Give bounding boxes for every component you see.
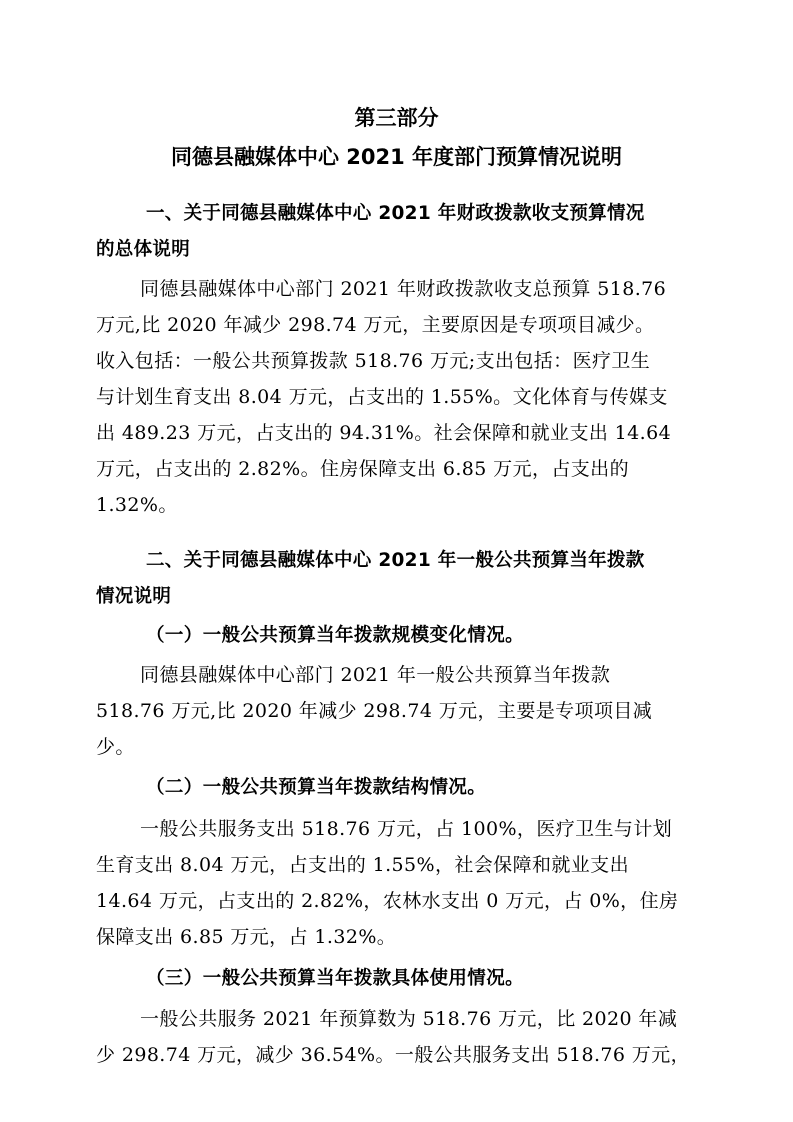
paragraph-line: 出 489.23 万元，占支出的 94.31%。社会保障和就业支出 14.64: [96, 422, 672, 444]
subsection-1-heading: [96, 618, 706, 654]
paragraph-line: 生育支出 8.04 万元，占支出的 1.55%，社会保障和就业支出: [96, 854, 629, 876]
paragraph-line: 万元,比 2020 年减少 298.74 万元，主要原因是专项项目减少。: [96, 314, 655, 336]
subsection-3-heading: [96, 961, 706, 997]
paragraph-line: 1.32%。: [96, 494, 178, 516]
paragraph-line: 万元，占支出的 2.82%。住房保障支出 6.85 万元，占支出的: [96, 458, 629, 480]
subsection-1-paragraph: [96, 657, 706, 765]
part-title: 第三部分: [354, 106, 439, 130]
paragraph-line: 同德县融媒体中心部门 2021 年一般公共预算当年拨款: [140, 664, 611, 686]
section-2-heading: [96, 543, 706, 615]
subsection-heading-line: （一）一般公共预算当年拨款规模变化情况。: [146, 625, 525, 646]
paragraph-line: 一般公共服务 2021 年预算数为 518.76 万元，比 2020 年减: [140, 1008, 678, 1030]
section-1-paragraph: [96, 271, 706, 523]
paragraph-line: 518.76 万元,比 2020 年减少 298.74 万元，主要是专项项目减: [96, 700, 653, 722]
subsection-heading-line: （三）一般公共预算当年拨款具体使用情况。: [146, 968, 525, 989]
paragraph-line: 保障支出 6.85 万元，占 1.32%。: [96, 926, 397, 948]
section-2-heading-line: 情况说明: [96, 586, 172, 607]
paragraph-line: 一般公共服务支出 518.76 万元，占 100%，医疗卫生与计划: [140, 818, 673, 840]
subsection-2-heading: [96, 770, 706, 806]
document-title: 同德县融媒体中心 2021 年度部门预算情况说明: [170, 145, 623, 169]
paragraph-line: 少 298.74 万元，减少 36.54%。一般公共服务支出 518.76 万元，: [96, 1044, 691, 1066]
section-1-heading-line: 一、关于同德县融媒体中心 2021 年财政拨款收支预算情况: [146, 203, 645, 224]
subsection-3-paragraph: [96, 1001, 706, 1073]
section-1-heading-line: 的总体说明: [96, 239, 191, 260]
subsection-heading-line: （二）一般公共预算当年拨款结构情况。: [146, 777, 487, 798]
paragraph-line: 与计划生育支出 8.04 万元，占支出的 1.55%。文化体育与传媒支: [96, 386, 668, 408]
paragraph-line: 少。: [96, 736, 135, 758]
paragraph-line: 同德县融媒体中心部门 2021 年财政拨款收支总预算 518.76: [140, 278, 667, 300]
section-1-heading: [96, 196, 706, 268]
subsection-2-paragraph: [96, 811, 706, 955]
paragraph-line: 14.64 万元，占支出的 2.82%，农林水支出 0 万元，占 0%，住房: [96, 890, 679, 912]
paragraph-line: 收入包括：一般公共预算拨款 518.76 万元;支出包括：医疗卫生: [96, 350, 651, 372]
section-2-heading-line: 二、关于同德县融媒体中心 2021 年一般公共预算当年拨款: [146, 550, 645, 571]
